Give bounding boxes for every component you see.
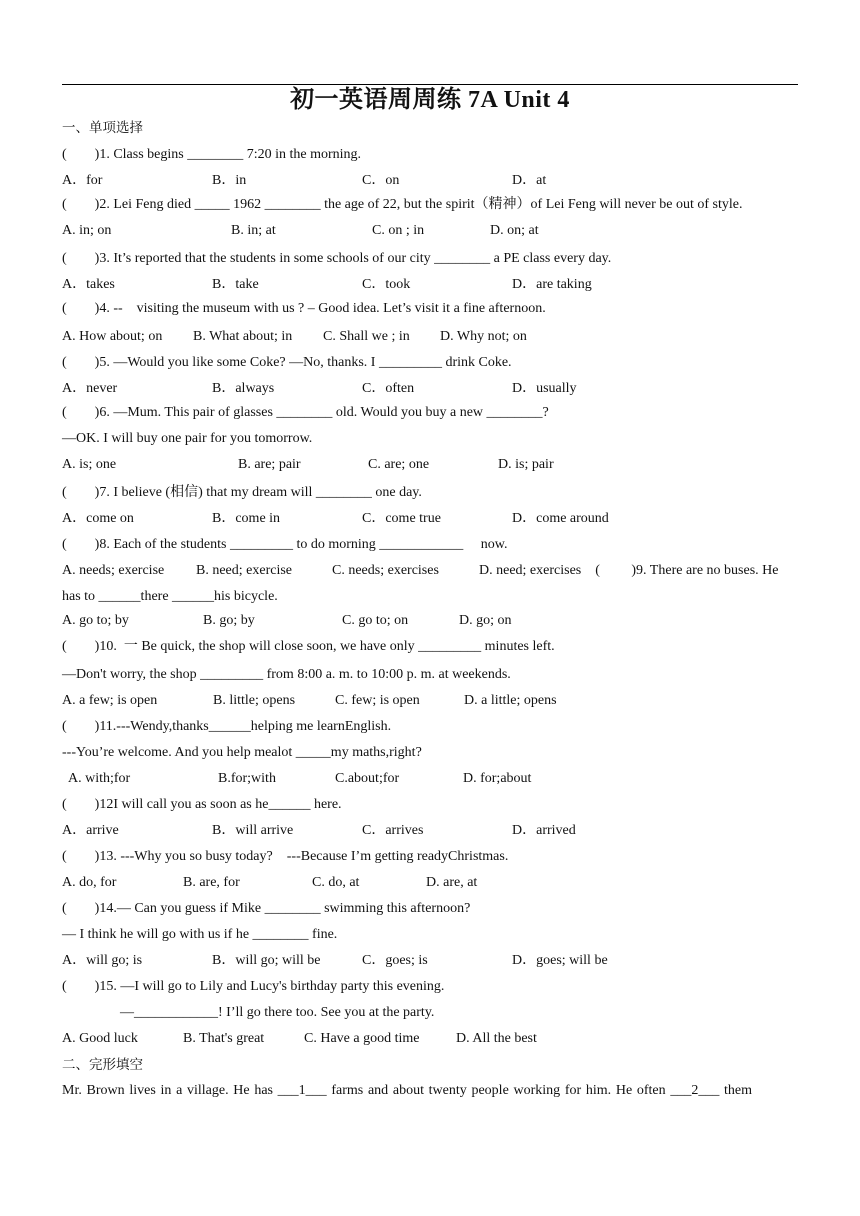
q6-option-b: B. are; pair <box>238 457 301 472</box>
q4-option-b: B. What about; in <box>193 329 293 344</box>
q10-option-b: B. little; opens <box>213 693 296 708</box>
q13-option-b: B. are, for <box>183 875 240 890</box>
question-4: ( )4. -- visiting the museum with us ? – Good idea. Let’s visit it a fine afternoon. <box>62 301 546 316</box>
question-7: ( )7. I believe (相信) that my dream will ________ one day. <box>62 485 422 500</box>
question-1: ( )1. Class begins ________ 7:20 in the morning. <box>62 147 362 162</box>
question-13: ( )13. ---Why you so busy today? ---Because I’m getting readyChristmas. <box>62 849 509 864</box>
q9-option-b: B. go; by <box>203 613 255 628</box>
q10-option-c: C. few; is open <box>335 693 420 708</box>
q4-option-d: D. Why not; on <box>440 329 527 344</box>
q9-option-c: C. go to; on <box>342 613 409 628</box>
q8-option-c: C. needs; exercises <box>332 563 439 578</box>
question-8: ( )8. Each of the students _________ to do morning ____________ now. <box>62 537 508 552</box>
q5-option-d: D．usually <box>512 381 577 396</box>
q15-option-c: C. Have a good time <box>304 1031 420 1046</box>
question-5: ( )5. —Would you like some Coke? —No, thanks. I _________ drink Coke. <box>62 355 512 370</box>
q2-option-c: C. on ; in <box>372 223 425 238</box>
q12-option-d: D．arrived <box>512 823 576 838</box>
q14-option-b: B．will go; will be <box>212 953 321 968</box>
cloze-passage-line-1: Mr. Brown lives in a village. He has ___1___ farms and about twenty people working for him. He often ___2___ them <box>62 1083 753 1098</box>
q14-option-a: A．will go; is <box>62 953 143 968</box>
q11-option-a: A. with;for <box>68 771 131 786</box>
q3-option-c: C．took <box>362 277 411 292</box>
q10-option-a: A. a few; is open <box>62 693 158 708</box>
q3-option-b: B．take <box>212 277 259 292</box>
section-heading-cloze: 二、完形填空 <box>62 1057 143 1073</box>
q12-option-c: C．arrives <box>362 823 424 838</box>
question-2: ( )2. Lei Feng died _____ 1962 ________ the age of 22, but the spirit（精神）of Lei Feng will never be out of style. <box>62 197 743 212</box>
q5-option-a: A．never <box>62 381 118 396</box>
q11-option-c: C.about;for <box>335 771 400 786</box>
q6-option-a: A. is; one <box>62 457 117 472</box>
q8-option-d-and-question-9: D. need; exercises ( )9. There are no buses. He <box>479 563 779 578</box>
q7-option-b: B．come in <box>212 511 281 526</box>
q7-option-a: A．come on <box>62 511 134 526</box>
q10-option-d: D. a little; opens <box>464 693 557 708</box>
q14-option-d: D．goes; will be <box>512 953 608 968</box>
question-15: ( )15. —I will go to Lily and Lucy's birthday party this evening. <box>62 979 445 994</box>
q3-option-a: A．takes <box>62 277 115 292</box>
q5-option-b: B．always <box>212 381 275 396</box>
q1-option-b: B．in <box>212 173 247 188</box>
question-15-reply: —____________! I’ll go there too. See you at the party. <box>92 1005 435 1020</box>
question-3: ( )3. It’s reported that the students in some schools of our city ________ a PE class every day. <box>62 251 612 266</box>
q14-option-c: C．goes; is <box>362 953 428 968</box>
q6-option-c: C. are; one <box>368 457 430 472</box>
q11-option-d: D. for;about <box>463 771 532 786</box>
q13-option-d: D. are, at <box>426 875 478 890</box>
question-11: ( )11.---Wendy,thanks______helping me learnEnglish. <box>62 719 392 734</box>
question-10-reply: —Don't worry, the shop _________ from 8:00 a. m. to 10:00 p. m. at weekends. <box>62 667 511 682</box>
q12-option-a: A．arrive <box>62 823 119 838</box>
q6-option-d: D. is; pair <box>498 457 554 472</box>
q2-option-d: D. on; at <box>490 223 539 238</box>
q1-option-c: C．on <box>362 173 400 188</box>
q13-option-c: C. do, at <box>312 875 360 890</box>
question-10: ( )10. 一 Be quick, the shop will close soon, we have only _________ minutes left. <box>62 639 555 654</box>
q1-option-d: D．at <box>512 173 547 188</box>
question-11-reply: ---You’re welcome. And you help mealot _____my maths,right? <box>62 745 422 760</box>
q9-option-a: A. go to; by <box>62 613 129 628</box>
q13-option-a: A. do, for <box>62 875 117 890</box>
question-6: ( )6. —Mum. This pair of glasses ________ old. Would you buy a new ________? <box>62 405 549 420</box>
q2-option-a: A. in; on <box>62 223 112 238</box>
q9-option-d: D. go; on <box>459 613 512 628</box>
q8-option-a: A. needs; exercise <box>62 563 165 578</box>
question-14: ( )14.— Can you guess if Mike ________ swimming this afternoon? <box>62 901 471 916</box>
q4-option-a: A. How about; on <box>62 329 163 344</box>
q15-option-a: A. Good luck <box>62 1031 138 1046</box>
q15-option-b: B. That's great <box>183 1031 265 1046</box>
question-9-continued: has to ______there ______his bicycle. <box>62 589 278 604</box>
q7-option-d: D．come around <box>512 511 609 526</box>
q12-option-b: B．will arrive <box>212 823 294 838</box>
section-heading-multiple-choice: 一、单项选择 <box>62 120 143 136</box>
q5-option-c: C．often <box>362 381 415 396</box>
q2-option-b: B. in; at <box>231 223 276 238</box>
question-14-reply: — I think he will go with us if he ________ fine. <box>62 927 338 942</box>
page-title: 初一英语周周练 7A Unit 4 <box>290 87 570 113</box>
q8-option-b: B. need; exercise <box>196 563 293 578</box>
question-6-reply: —OK. I will buy one pair for you tomorrow. <box>62 431 313 446</box>
q15-option-d: D. All the best <box>456 1031 537 1046</box>
q11-option-b: B.for;with <box>218 771 276 786</box>
q3-option-d: D．are taking <box>512 277 592 292</box>
q7-option-c: C．come true <box>362 511 441 526</box>
q4-option-c: C. Shall we ; in <box>323 329 410 344</box>
question-12: ( )12I will call you as soon as he______ here. <box>62 797 342 812</box>
q1-option-a: A．for <box>62 173 103 188</box>
